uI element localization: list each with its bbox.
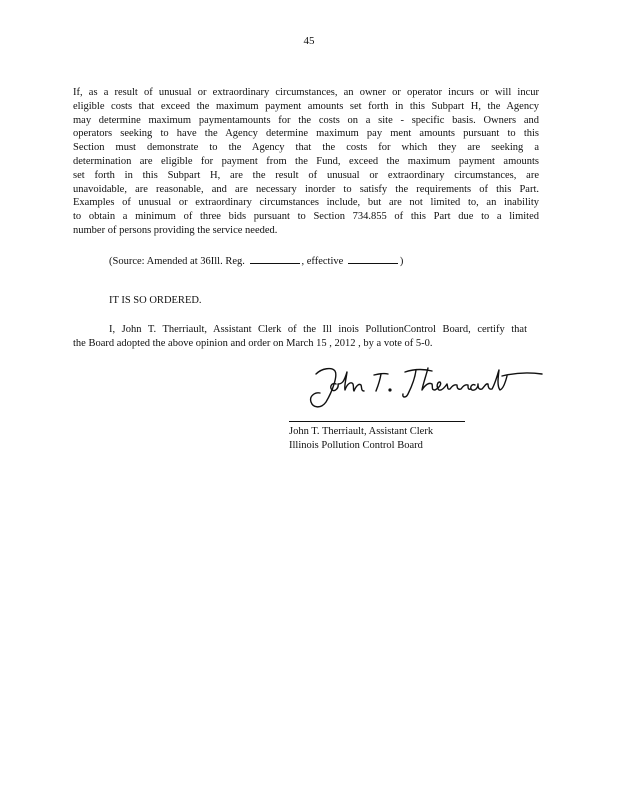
signer-name-title: John T. Therriault, Assistant Clerk — [289, 426, 434, 437]
paragraph-line: Section must demonstrate to the Agency that the costs for which they are seeking a — [73, 142, 539, 154]
paragraph-line: operators seeking to have the Agency determine maximum pay ment amounts pursuant to this — [73, 128, 539, 140]
signer-organization: Illinois Pollution Control Board — [289, 439, 423, 451]
effective-blank — [348, 254, 398, 264]
source-suffix: ) — [399, 256, 404, 267]
certification-line: the Board adopted the above opinion and order on March 15 , 2012 , by a vote of 5-0. — [73, 338, 433, 349]
ordered-statement: IT IS SO ORDERED. — [109, 295, 202, 306]
certification-line: I, John T. Therriault, Assistant Clerk of the Ill inois PollutionControl Board, certify that — [109, 324, 527, 335]
register-blank — [250, 254, 300, 264]
paragraph-line: determination are eligible for payment from the Fund, exceed the maximum payment amounts — [73, 155, 539, 167]
paragraph-line: eligible costs that exceed the maximum payment amounts set forth in this Subpart H, the Agency — [73, 100, 539, 112]
source-prefix: (Source: Amended at 36Ill. Reg. — [109, 256, 245, 267]
paragraph-line: If, as a result of unusual or extraordinary circumstances, an owner or operator incurs or will incur — [73, 87, 539, 98]
source-note — [109, 254, 403, 267]
signature-line — [289, 421, 465, 422]
paragraph-line: number of persons providing the service needed. — [73, 224, 278, 236]
paragraph-line: unavoidable, are reasonable, and are necessary inorder to satisfy the requirements of this Part. — [73, 183, 539, 195]
paragraph-line: may determine maximum paymentamounts for the costs on a site - specific basis. Owners and — [73, 114, 539, 126]
source-middle: , effective — [301, 256, 344, 267]
rule-paragraph — [73, 86, 539, 238]
certification — [73, 323, 527, 351]
page-number: 45 — [303, 35, 315, 47]
paragraph-line: set forth in this Subpart H, are the result of unusual or extraordinary circumstances, are — [73, 169, 539, 181]
paragraph-line: Examples of unusual or extraordinary circumstances include, but are not limited to, an inability — [73, 197, 539, 209]
handwritten-signature — [302, 362, 547, 410]
signer-block — [289, 425, 433, 452]
paragraph-line: to obtain a minimum of three bids pursuant to Section 734.855 of this Part due to a limited — [73, 211, 539, 223]
